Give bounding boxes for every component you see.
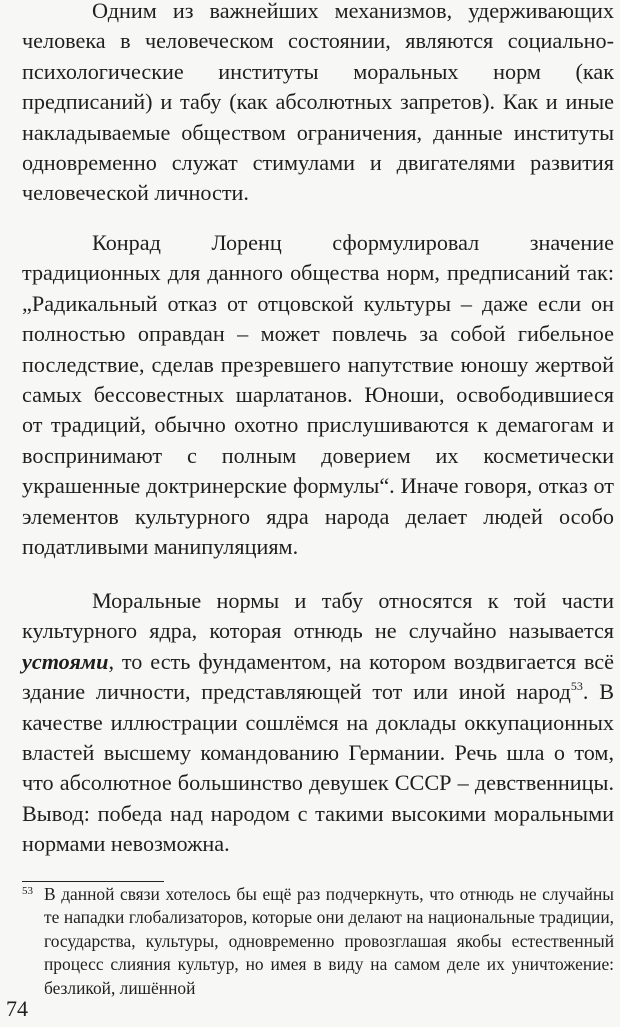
footnote (22, 883, 614, 1000)
paragraph-text-start: Моральные нормы и табу относятся к той части культурного ядра, которая отнюдь не случайно называется (22, 588, 614, 644)
footnote-reference: 53 (570, 679, 583, 694)
footnote-separator (22, 881, 164, 882)
paragraph-moral-norms-taboo (22, 586, 614, 860)
page-number: 74 (6, 996, 28, 1021)
paragraph-text-middle: , то есть фундаментом, на котором воздвигается всё здание личности, представляющей тот или иной народ (22, 648, 614, 705)
paragraph-text-end: . В качестве иллюстрации сошлёмся на доклады оккупационных властей высшему командованию Германии. Речь шла о том, что абсолютное большинство девушек СССР – девственницы. Вывод: победа над народом с такими высокими моральными нормами невозможна. (22, 679, 614, 857)
footnote-text: В данной связи хотелось бы ещё раз подчеркнуть, что отнюдь не случайны те нападки глобализаторов, которые они делают на национальные традиции, государства, культуры, одновременно провозглашая якобы естественный процесс слияния культур, но имея в виду на самом деле их уничтожение: безликой, лишённой (44, 884, 614, 998)
paragraph-moral-mechanisms: Одним из важнейших механизмов, удерживающих человека в человеческом состоянии, являются социально-психологические институты моральных норм (как предписаний) и табу (как абсолютных запретов). Как и иные накладываемые обществом ограничения, данные институты одновременно служат стимулами и двигателями развития человеческой личности. (22, 0, 614, 206)
footnote-number: 53 (22, 885, 33, 897)
paragraph-lorenz-quote: Конрад Лоренц сформулировал значение традиционных для данного общества норм, предписаний так: „Радикальный отказ от отцовской культуры – даже если он полностью оправдан – может повлечь за собой гибельное последствие, сделав презревшего напутствие юношу жертвой самых бессовестных шарлатанов. Юноши, освободившиеся от традиций, обычно охотно прислушиваются к демагогам и воспринимают с полным доверием их косметически украшенные доктринерские формулы“. Иначе говоря, отказ от элементов культурного ядра народа делает людей особо податливыми манипуляциям. (22, 230, 614, 560)
emphasized-term: устоями (22, 648, 109, 674)
